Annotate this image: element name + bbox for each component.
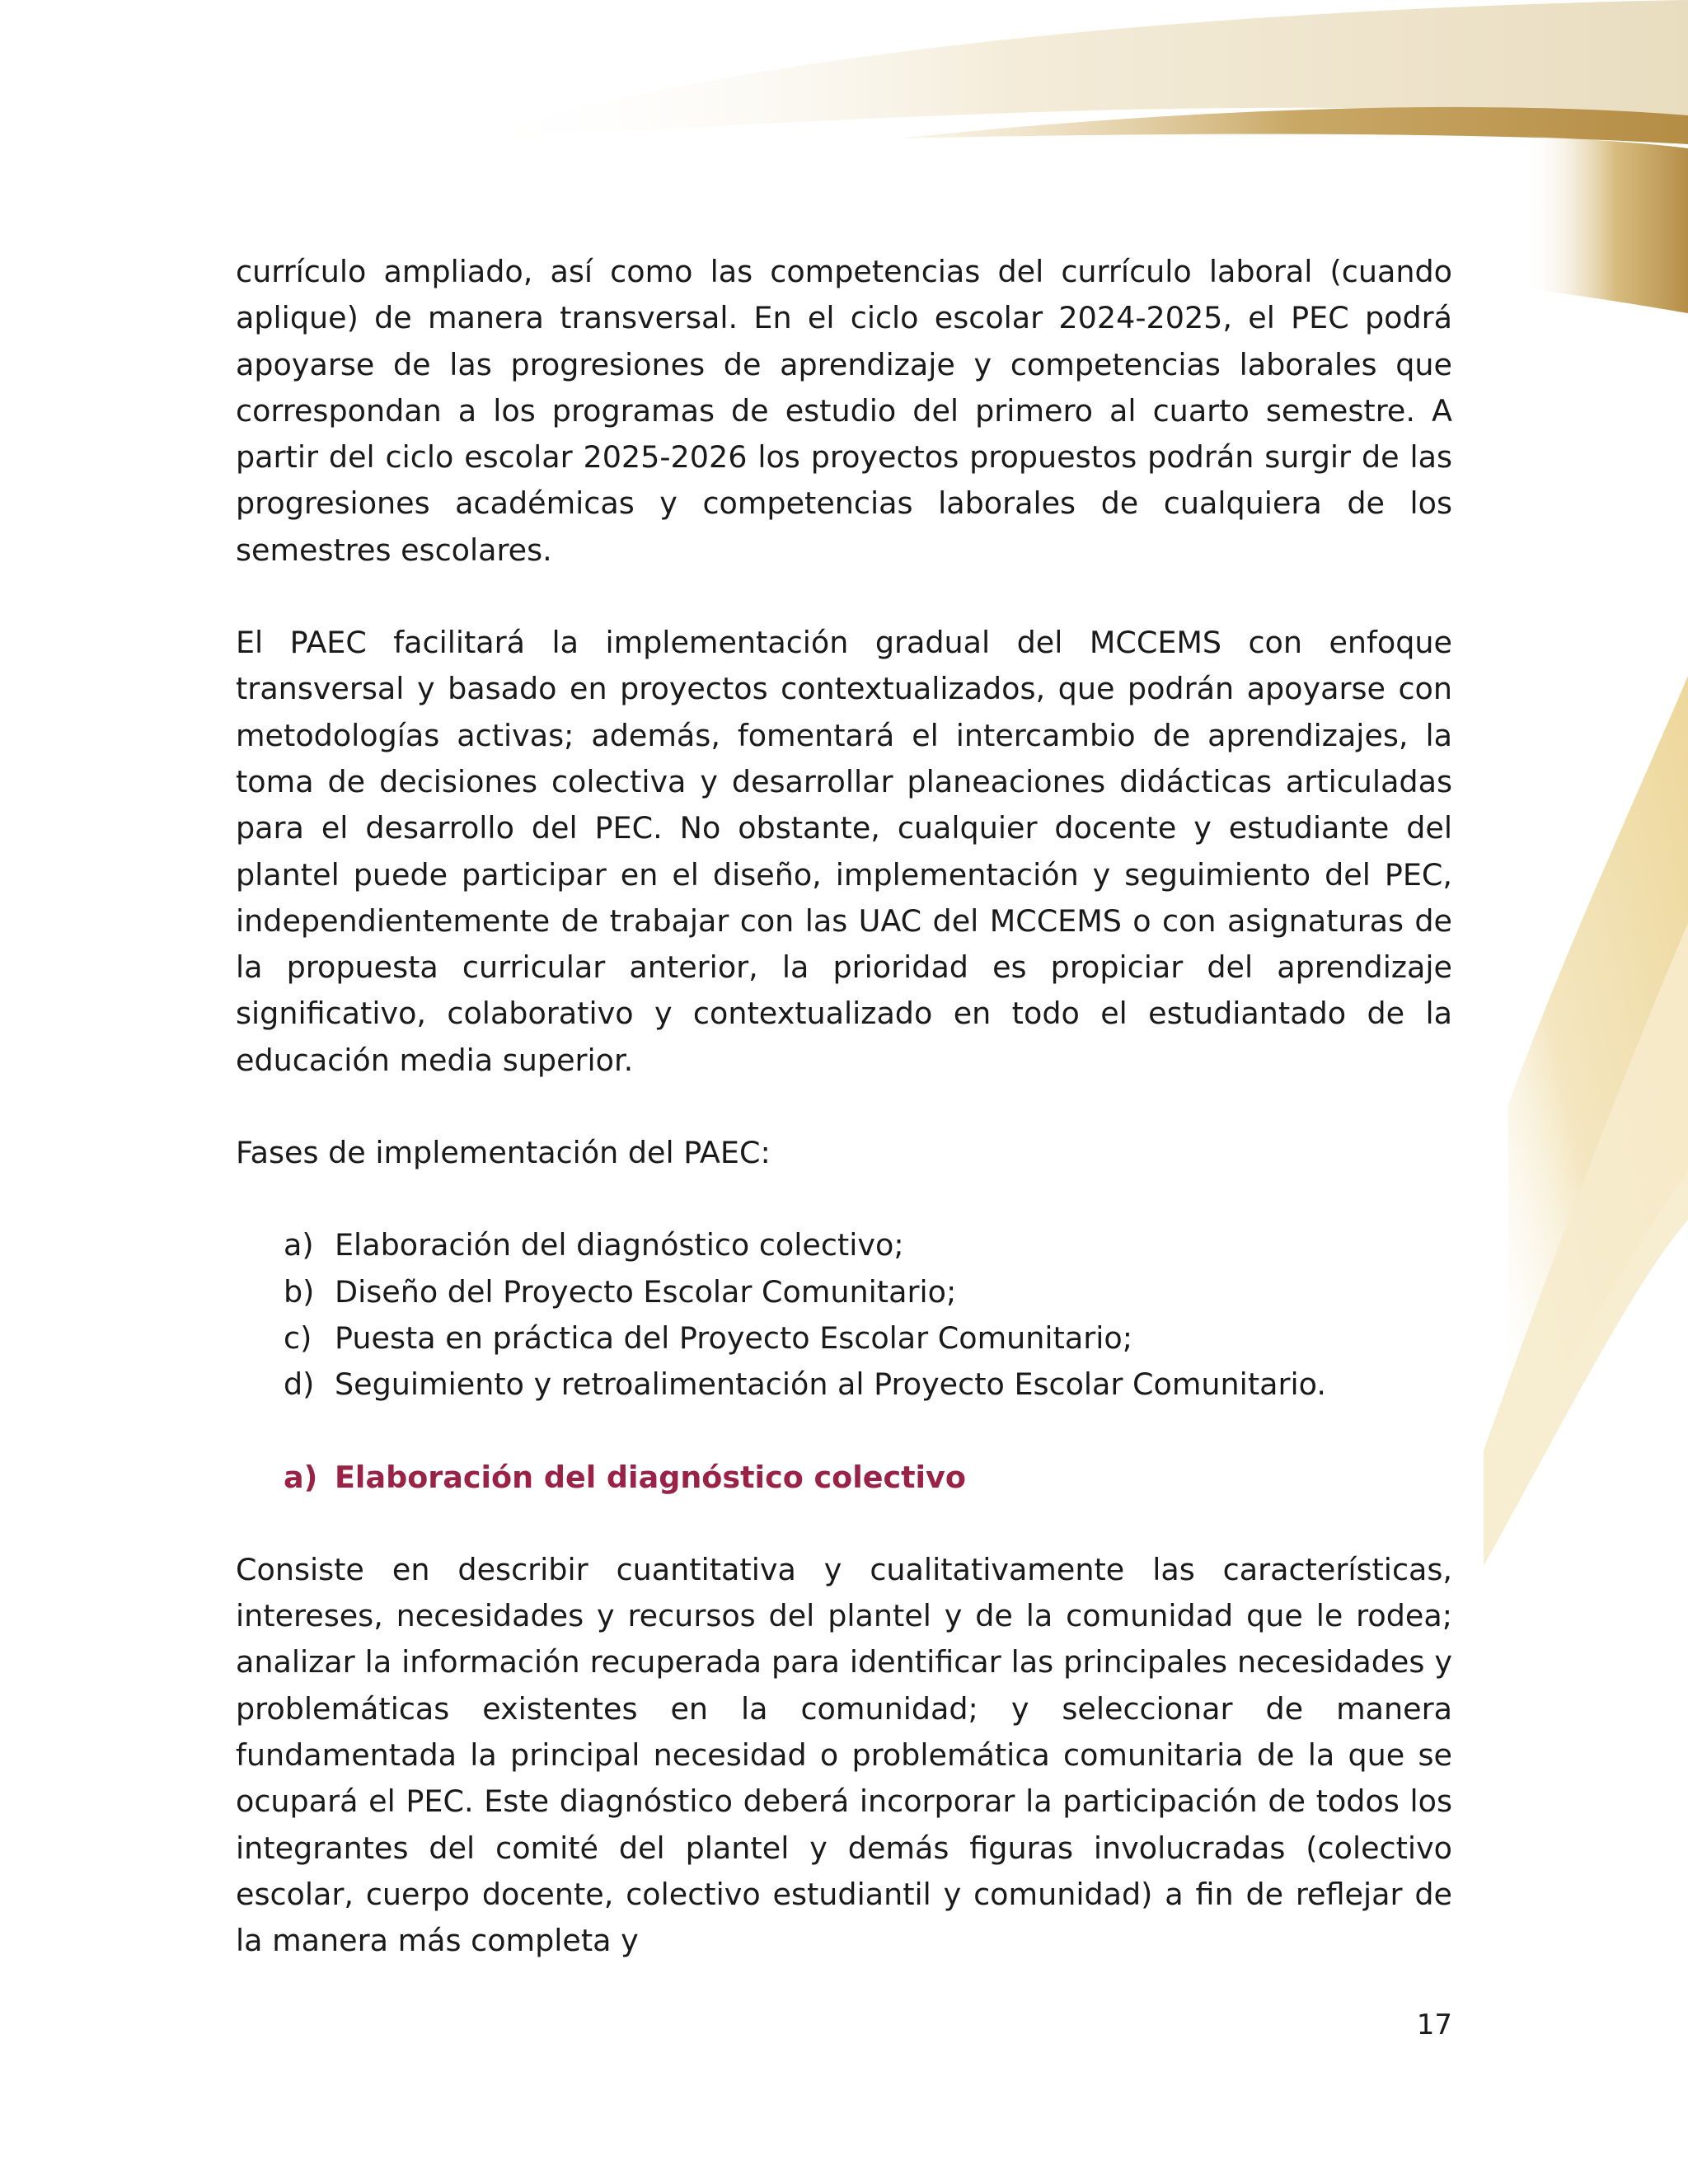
section-heading-marker: a)	[284, 1459, 318, 1495]
list-marker: d)	[284, 1366, 315, 1403]
list-item	[284, 1222, 1452, 1268]
list-item-text: Seguimiento y retroalimentación al Proyecto Escolar Comunitario.	[335, 1366, 1326, 1403]
list-item-text: Puesta en práctica del Proyecto Escolar Comunitario;	[335, 1319, 1133, 1356]
list-item	[284, 1315, 1452, 1361]
body-paragraph: Consiste en describir cuantitativa y cualitativamente las características, intereses, necesidades y recursos del plantel y de la comunidad que le rodea; analizar la información recuperada para identificar las principales necesidades y problemáticas existentes en la comunidad; y seleccionar de manera fundamentada la principal necesidad o problemática comunitaria de la que se ocupará el PEC. Este diagnóstico deberá incorporar la participación de todos los integrantes del comité del plantel y demás figuras involucradas (colectivo escolar, cuerpo docente, colectivo estudiantil y comunidad) a fin de reflejar de la manera más completa y	[236, 1551, 1452, 1959]
list-item	[284, 1269, 1452, 1315]
list-marker: b)	[284, 1273, 315, 1310]
list-item	[284, 1361, 1452, 1408]
list-item-text: Diseño del Proyecto Escolar Comunitario;	[335, 1273, 957, 1310]
page-content	[236, 249, 1452, 1965]
phases-list	[236, 1222, 1452, 1408]
list-item-text: Elaboración del diagnóstico colectivo;	[335, 1227, 904, 1263]
body-paragraph: El PAEC facilitará la implementación gradual del MCCEMS con enfoque transversal y basado en proyectos contextualizados, que podrán apoyarse con metodologías activas; además, fomentará el intercambio de aprendizajes, la toma de decisiones colectiva y desarrollar planeaciones didácticas articuladas para el desarrollo del PEC. No obstante, cualquier docente y estudiante del plantel puede participar en el diseño, implementación y seguimiento del PEC, independientemente de trabajar con las UAC del MCCEMS o con asignaturas de la propuesta curricular anterior, la prioridad es propiciar del aprendizaje significativo, colaborativo y contextualizado en todo el estudiantado de la educación media superior.	[236, 625, 1452, 1078]
list-marker: c)	[284, 1319, 312, 1356]
section-heading	[284, 1455, 1452, 1501]
phases-intro: Fases de implementación del PAEC:	[236, 1135, 771, 1171]
list-marker: a)	[284, 1227, 314, 1263]
section-heading-text: Elaboración del diagnóstico colectivo	[335, 1459, 966, 1495]
body-paragraph: currículo ampliado, así como las competencias del currículo laboral (cuando aplique) de manera transversal. En el ciclo escolar 2024-2025, el PEC podrá apoyarse de las progresiones de aprendizaje y competencias laborales que correspondan a los programas de estudio del primero al cuarto semestre. A partir del ciclo escolar 2025-2026 los proyectos propuestos podrán surgir de las progresiones académicas y competencias laborales de cualquiera de los semestres escolares.	[236, 254, 1452, 568]
page-number: 17	[1416, 2008, 1452, 2041]
